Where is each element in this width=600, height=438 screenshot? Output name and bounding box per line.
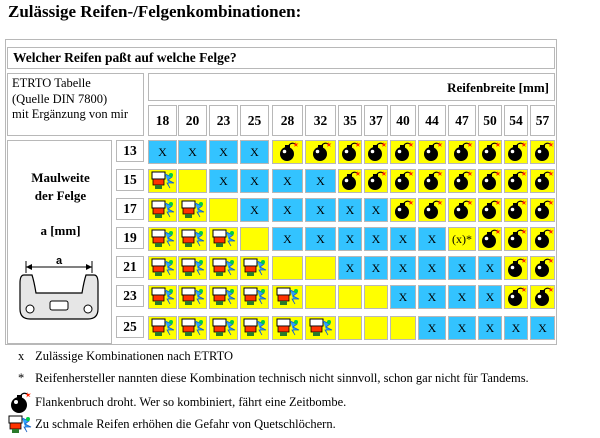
snakebite-icon <box>212 318 236 338</box>
combination-cell <box>390 198 416 222</box>
combination-cell: X <box>272 198 303 222</box>
combination-cell <box>364 169 388 193</box>
bomb-icon <box>505 258 527 278</box>
combination-cell <box>530 169 555 193</box>
bomb-icon <box>479 171 501 191</box>
legend-star <box>18 371 529 386</box>
combination-cell: X <box>178 140 207 164</box>
combination-cell <box>148 169 177 193</box>
combination-cell <box>478 140 502 164</box>
combination-cell <box>148 285 177 309</box>
combination-cell: X <box>338 198 362 222</box>
combination-cell <box>418 140 446 164</box>
combination-cell <box>209 256 238 280</box>
rim-width-row-header: 15 <box>116 169 144 191</box>
bomb-icon <box>421 200 443 220</box>
combination-cell: X <box>240 198 269 222</box>
combination-cell <box>530 256 555 280</box>
combination-cell: X <box>305 198 336 222</box>
combination-cell <box>448 169 476 193</box>
combination-cell <box>478 198 502 222</box>
snakebite-icon <box>276 287 300 307</box>
combination-cell <box>209 198 238 222</box>
snakebite-icon <box>309 318 333 338</box>
combination-cell <box>530 227 555 251</box>
combination-cell <box>148 316 177 340</box>
bomb-icon <box>392 142 414 162</box>
bomb-icon <box>532 287 554 307</box>
combination-cell <box>148 198 177 222</box>
rim-width-label-cell <box>7 140 112 344</box>
legend-allowed <box>18 349 233 364</box>
combination-cell <box>178 198 207 222</box>
bomb-icon <box>421 142 443 162</box>
snakebite-icon <box>276 318 300 338</box>
bomb-icon <box>505 229 527 249</box>
combination-cell <box>530 285 555 309</box>
snakebite-icon <box>181 229 205 249</box>
bomb-icon <box>505 171 527 191</box>
combination-cell: X <box>364 256 388 280</box>
combination-cell <box>178 316 207 340</box>
combination-cell <box>305 285 336 309</box>
combination-cell <box>240 285 269 309</box>
tire-width-header-cell: 50 <box>478 105 502 136</box>
combination-cell: X <box>478 316 502 340</box>
combination-cell <box>272 285 303 309</box>
snakebite-icon <box>243 318 267 338</box>
combination-cell: X <box>272 227 303 251</box>
snakebite-icon <box>212 287 236 307</box>
combination-cell <box>178 256 207 280</box>
snakebite-icon <box>181 287 205 307</box>
rim-diagram <box>16 253 102 323</box>
legend-allowed-text: Zulässige Kombinationen nach ETRTO <box>35 349 234 363</box>
bomb-icon <box>451 200 473 220</box>
combination-cell <box>305 316 336 340</box>
legend-snakebite-text: Zu schmale Reifen erhöhen die Gefahr von Quetschlöchern. <box>35 416 336 431</box>
snakebite-icon <box>151 318 175 338</box>
combination-cell <box>305 256 336 280</box>
combination-cell <box>418 169 446 193</box>
bomb-icon <box>365 171 387 191</box>
combination-cell: X <box>418 316 446 340</box>
combination-cell <box>504 227 528 251</box>
bomb-icon <box>479 229 501 249</box>
combination-cell <box>240 256 269 280</box>
combination-cell <box>338 140 362 164</box>
combination-cell <box>390 140 416 164</box>
snakebite-icon <box>151 171 175 191</box>
table-question: Welcher Reifen paßt auf welche Felge? <box>7 47 555 69</box>
rim-width-row-header: 23 <box>116 285 144 307</box>
rim-diagram-label: a <box>55 255 63 267</box>
rim-width-row-header: 19 <box>116 227 144 249</box>
combination-cell <box>272 316 303 340</box>
rim-width-row-header: 21 <box>116 256 144 278</box>
bomb-icon <box>339 171 361 191</box>
combination-cell: X <box>148 140 177 164</box>
bomb-icon <box>392 171 414 191</box>
snakebite-icon <box>151 287 175 307</box>
snakebite-icon <box>181 318 205 338</box>
combination-cell: X <box>478 285 502 309</box>
tire-width-header-cell: 23 <box>209 105 238 136</box>
combination-cell: X <box>272 169 303 193</box>
combination-cell <box>504 169 528 193</box>
combination-cell: X <box>448 285 476 309</box>
combination-cell: X <box>504 316 528 340</box>
snakebite-icon <box>243 258 267 278</box>
bomb-icon <box>505 200 527 220</box>
combination-cell <box>240 227 269 251</box>
tire-width-header-cell: 47 <box>448 105 476 136</box>
combination-cell <box>390 169 416 193</box>
combination-cell: X <box>240 140 269 164</box>
combination-cell <box>364 285 388 309</box>
snakebite-icon <box>151 200 175 220</box>
tire-width-header-cell: 37 <box>364 105 388 136</box>
combination-cell <box>240 316 269 340</box>
etrto-line: mit Ergänzung von mir <box>12 107 129 121</box>
tire-width-header-cell: 28 <box>272 105 303 136</box>
rim-width-unit: a [mm] <box>40 223 81 238</box>
legend-star-symbol: * <box>18 371 25 385</box>
bomb-icon <box>365 142 387 162</box>
combination-cell: X <box>364 227 388 251</box>
bomb-icon <box>8 392 32 414</box>
rim-width-row-header: 25 <box>116 316 144 338</box>
rim-width-row-header: 13 <box>116 140 144 162</box>
combination-cell <box>504 256 528 280</box>
etrto-line: (Quelle DIN 7800) <box>12 91 108 106</box>
bomb-icon <box>392 200 414 220</box>
combination-cell <box>338 316 362 340</box>
tire-width-header: Reifenbreite [mm] <box>148 73 555 101</box>
bomb-icon <box>451 142 473 162</box>
combination-cell: (x)* <box>448 227 476 251</box>
tire-width-header-cell: 20 <box>178 105 207 136</box>
combination-cell: X <box>390 227 416 251</box>
bomb-icon <box>479 142 501 162</box>
combination-cell <box>390 316 416 340</box>
combination-cell <box>338 169 362 193</box>
combination-cell: X <box>209 169 238 193</box>
snakebite-icon <box>212 258 236 278</box>
bomb-icon <box>505 287 527 307</box>
tire-width-header-cell: 32 <box>305 105 336 136</box>
combination-cell: X <box>305 227 336 251</box>
rim-width-row-header: 17 <box>116 198 144 220</box>
combination-cell <box>364 316 388 340</box>
bomb-icon <box>479 200 501 220</box>
bomb-icon <box>532 142 554 162</box>
combination-cell <box>448 140 476 164</box>
legend-bomb <box>8 392 346 414</box>
combination-cell: X <box>448 316 476 340</box>
combination-cell <box>504 285 528 309</box>
combination-cell: X <box>418 227 446 251</box>
combination-cell <box>530 140 555 164</box>
legend-snakebite <box>8 415 336 435</box>
tire-width-header-cell: 35 <box>338 105 362 136</box>
bomb-icon <box>310 142 332 162</box>
etrto-source-cell <box>7 73 144 136</box>
etrto-line: ETRTO Tabelle <box>12 76 91 90</box>
rim-width-label: Maulweite der Felge <box>31 170 90 203</box>
combination-cell <box>178 227 207 251</box>
bomb-icon <box>532 258 554 278</box>
bomb-icon <box>339 142 361 162</box>
combination-cell <box>504 198 528 222</box>
combination-cell: X <box>390 256 416 280</box>
tire-width-header-cell: 18 <box>148 105 177 136</box>
combination-cell <box>530 198 555 222</box>
tire-width-header-cell: 40 <box>390 105 416 136</box>
snakebite-icon <box>181 200 205 220</box>
combination-cell: X <box>364 198 388 222</box>
snakebite-icon <box>151 258 175 278</box>
combination-cell: X <box>305 169 336 193</box>
legend-x-symbol: x <box>18 349 25 363</box>
bomb-icon <box>421 171 443 191</box>
combination-cell <box>305 140 336 164</box>
legend-star-text: Reifenhersteller nannten diese Kombination technisch nicht sinnvoll, schon gar nicht für Tandems. <box>35 371 529 385</box>
snakebite-icon <box>151 229 175 249</box>
combination-cell <box>272 256 303 280</box>
combination-cell: X <box>209 140 238 164</box>
combination-cell <box>178 169 207 193</box>
combination-cell <box>272 140 303 164</box>
tire-width-header-cell: 57 <box>530 105 555 136</box>
combination-cell: X <box>530 316 555 340</box>
combination-cell: X <box>478 256 502 280</box>
combination-cell: X <box>338 256 362 280</box>
bomb-icon <box>532 200 554 220</box>
combination-cell <box>148 256 177 280</box>
tire-width-header-cell: 44 <box>418 105 446 136</box>
combination-cell <box>504 140 528 164</box>
combination-cell: X <box>418 285 446 309</box>
combination-cell: X <box>338 227 362 251</box>
combination-cell: X <box>240 169 269 193</box>
combination-cell: X <box>418 256 446 280</box>
snakebite-icon <box>8 415 32 435</box>
combination-cell <box>418 198 446 222</box>
legend-bomb-text: Flankenbruch droht. Wer so kombiniert, fährt eine Zeitbombe. <box>35 394 347 409</box>
bomb-icon <box>532 171 554 191</box>
combination-cell <box>338 285 362 309</box>
tire-width-header-cell: 25 <box>240 105 269 136</box>
combination-cell <box>478 169 502 193</box>
combination-cell: X <box>448 256 476 280</box>
combination-cell <box>209 227 238 251</box>
snakebite-icon <box>181 258 205 278</box>
combination-cell <box>178 285 207 309</box>
combination-cell <box>364 140 388 164</box>
snakebite-icon <box>212 229 236 249</box>
combination-cell <box>148 227 177 251</box>
combination-cell <box>209 316 238 340</box>
bomb-icon <box>277 142 299 162</box>
page-title: Zulässige Reifen-/Felgenkombinationen: <box>8 2 302 21</box>
bomb-icon <box>451 171 473 191</box>
bomb-icon <box>532 229 554 249</box>
combination-cell <box>209 285 238 309</box>
snakebite-icon <box>243 287 267 307</box>
combination-cell <box>478 227 502 251</box>
bomb-icon <box>505 142 527 162</box>
combination-cell <box>448 198 476 222</box>
combination-cell: X <box>390 285 416 309</box>
tire-width-header-cell: 54 <box>504 105 528 136</box>
